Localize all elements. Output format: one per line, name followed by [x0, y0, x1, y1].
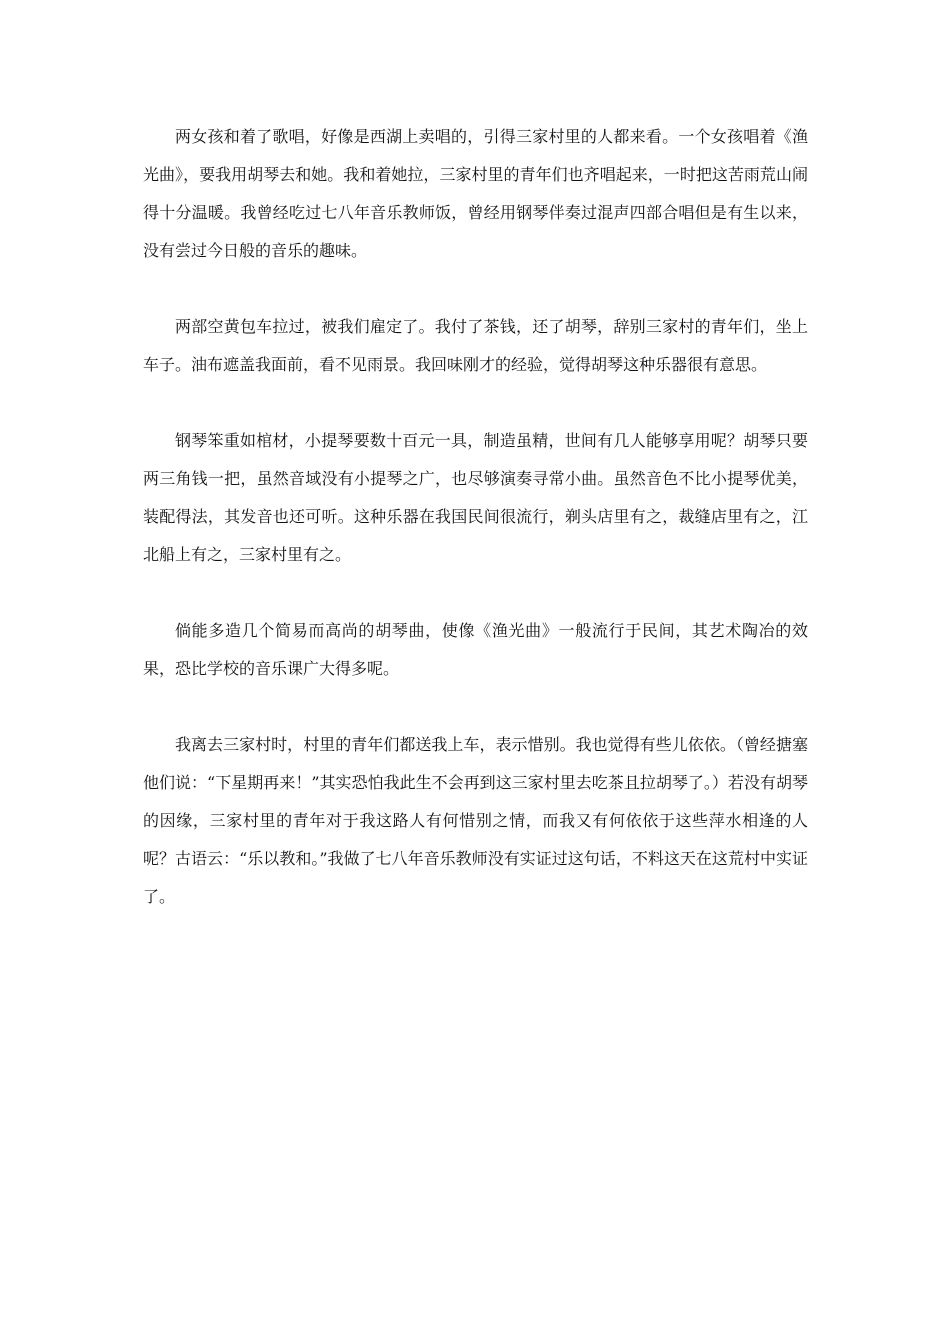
document-body — [143, 118, 808, 916]
paragraph-2: 两部空黄包车拉过，被我们雇定了。我付了茶钱，还了胡琴，辞别三家村的青年们，坐上车子。油布遮盖我面前，看不见雨景。我回味刚才的经验，觉得胡琴这种乐器很有意思。 — [143, 317, 808, 374]
paragraph-5: 我离去三家村时，村里的青年们都送我上车，表示惜别。我也觉得有些儿依依。（曾经搪塞他们说：“下星期再来！”其实恐怕我此生不会再到这三家村里去吃茶且拉胡琴了。）若没有胡琴的因缘，三家村里的青年对于我这路人有何惜别之情，而我又有何依依于这些萍水相逢的人呢？古语云：“乐以教和。”我做了七八年音乐教师没有实证过这句话，不料这天在这荒村中实证了。 — [143, 735, 808, 906]
paragraph-4: 倘能多造几个简易而高尚的胡琴曲，使像《渔光曲》一般流行于民间，其艺术陶冶的效果，恐比学校的音乐课广大得多呢。 — [143, 621, 808, 678]
paragraph-1: 两女孩和着了歌唱，好像是西湖上卖唱的，引得三家村里的人都来看。一个女孩唱着《渔光曲》，要我用胡琴去和她。我和着她拉，三家村里的青年们也齐唱起来，一时把这苦雨荒山闹得十分温暖。我曾经吃过七八年音乐教师饭，曾经用钢琴伴奏过混声四部合唱但是有生以来，没有尝过今日般的音乐的趣味。 — [143, 127, 808, 260]
paragraph-3: 钢琴笨重如棺材，小提琴要数十百元一具，制造虽精，世间有几人能够享用呢？胡琴只要两三角钱一把，虽然音域没有小提琴之广，也尽够演奏寻常小曲。虽然音色不比小提琴优美，装配得法，其发音也还可听。这种乐器在我国民间很流行，剃头店里有之，裁缝店里有之，江北船上有之，三家村里有之。 — [143, 431, 808, 564]
